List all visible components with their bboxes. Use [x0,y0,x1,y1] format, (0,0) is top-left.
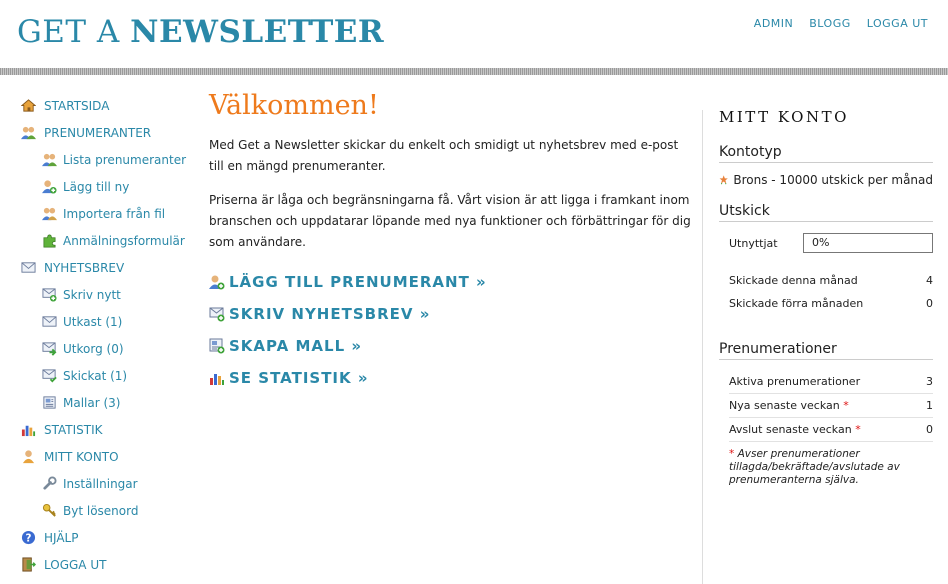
sidebar-item-logga-ut[interactable] [21,551,196,578]
write-newsletter-link[interactable] [209,298,694,330]
account-panel [719,108,933,487]
sidebar-item-importera[interactable] [21,200,196,227]
sidebar-item-label: NYHETSBREV [44,260,125,275]
sidebar-item-label: STARTSIDA [44,98,110,113]
stat-label-wrap [729,423,861,436]
action-label: SKRIV NYHETSBREV » [229,305,431,323]
sidebar-item-label: Skickat (1) [63,368,128,383]
subscriptions-heading: Prenumerationer [719,341,933,360]
sidebar-item-label: Byt lösenord [63,503,139,518]
add-subscriber-link[interactable] [209,266,694,298]
site-logo[interactable] [17,14,384,50]
stat-label: Skickade förra månaden [729,297,864,310]
top-nav [754,17,928,30]
sidebar-item-label: HJÄLP [44,530,79,545]
template-icon [42,395,57,410]
sidebar-item-lista-prenumeranter[interactable] [21,146,196,173]
send-stats [729,269,933,315]
stat-row [729,394,933,418]
usage-row [729,233,933,253]
sidebar-item-anmalningsformular[interactable] [21,227,196,254]
stat-value: 0 [926,297,933,310]
sidebar-item-label: Utkast (1) [63,314,123,329]
stat-row [729,418,933,442]
stat-row [729,269,933,292]
usage-value-box: 0% [803,233,933,253]
user-icon [21,449,36,464]
view-statistics-link[interactable] [209,362,694,394]
sidebar-item-label: STATISTIK [44,422,103,437]
footnote-text: Avser prenumerationer tillagda/bekräftade/avslutade av prenumeranterna själva. [729,448,900,486]
sidebar-item-startsida[interactable] [21,92,196,119]
asterisk-marker: * [729,448,735,460]
sidebar-item-label: PRENUMERANTER [44,125,152,140]
intro-paragraph: Med Get a Newsletter skickar du enkelt och smidigt ut nyhetsbrev med e-post till en mängd prenumeranter. [209,138,679,173]
plan-label: Brons - 10000 utskick per månad [733,172,933,187]
main-content [209,90,694,394]
users-icon [21,125,36,140]
sidebar-item-skickat[interactable] [21,362,196,389]
help-icon [21,530,36,545]
sidebar-item-hjalp[interactable] [21,524,196,551]
bar-chart-icon [209,370,225,386]
asterisk-marker: * [855,423,861,436]
sidebar-item-label: MITT KONTO [44,449,119,464]
logo-text-light: GET A [17,14,131,50]
sidebar-item-label: Lägg till ny [63,179,130,194]
envelope-new-icon [209,306,225,322]
action-label: SE STATISTIK » [229,369,369,387]
envelope-icon [21,260,36,275]
sidebar-item-nyhetsbrev[interactable] [21,254,196,281]
users-import-icon [42,206,57,221]
stat-label: Aktiva prenumerationer [729,375,861,388]
account-type-heading: Kontotyp [719,144,933,163]
sidebar-item-installningar[interactable] [21,470,196,497]
nav-logout-link[interactable]: LOGGA UT [866,17,928,30]
envelope-out-icon [42,341,57,356]
envelope-icon [42,314,57,329]
plan-info [719,172,933,187]
nav-admin-link[interactable]: ADMIN [753,17,794,30]
sidebar-item-label: Importera från fil [63,206,166,221]
bar-chart-icon [21,422,36,437]
logout-icon [21,557,36,572]
sends-heading: Utskick [719,203,933,222]
sidebar-item-statistik[interactable] [21,416,196,443]
stat-value: 1 [926,399,933,412]
header-divider [0,68,948,75]
sidebar-item-label: Mallar (3) [63,395,121,410]
stat-label: Nya senaste veckan [729,399,840,412]
svg-text:?: ? [25,532,32,545]
account-title: MITT KONTO [719,108,849,126]
sidebar-item-label: LOGGA UT [44,557,107,572]
stat-label: Avslut senaste veckan [729,423,852,436]
envelope-sent-icon [42,368,57,383]
sidebar [21,92,196,578]
create-template-link[interactable] [209,330,694,362]
sidebar-item-utkorg[interactable] [21,335,196,362]
sidebar-item-byt-losenord[interactable] [21,497,196,524]
sidebar-item-label: Skriv nytt [63,287,121,302]
vision-paragraph: Priserna är låga och begränsningarna få. Vårt vision är att ligga i framkant inom branschen och uppdatarar löpande med nya funktioner och förbättringar för dig som användare. [209,193,691,249]
star-icon [719,172,728,187]
sidebar-item-skriv-nytt[interactable] [21,281,196,308]
nav-blog-link[interactable]: BLOGG [809,17,851,30]
key-icon [42,503,57,518]
stat-row [729,292,933,315]
logo-text-bold: NEWSLETTER [130,14,385,50]
user-add-icon [209,274,225,290]
page-title: Välkommen! [209,90,379,121]
user-add-icon [42,179,57,194]
sidebar-item-mallar[interactable] [21,389,196,416]
sidebar-item-label: Inställningar [63,476,138,491]
stat-label: Skickade denna månad [729,274,858,287]
users-icon [42,152,57,167]
column-divider [702,110,703,584]
subscription-stats [729,370,933,442]
footnote [729,448,933,487]
usage-label: Utnyttjat [729,236,778,250]
sidebar-item-utkast[interactable] [21,308,196,335]
stat-value: 0 [926,423,933,436]
action-label: LÄGG TILL PRENUMERANT » [229,273,487,291]
sidebar-item-label: Utkorg (0) [63,341,124,356]
puzzle-icon [42,233,57,248]
asterisk-marker: * [843,399,849,412]
wrench-icon [42,476,57,491]
sidebar-item-mitt-konto[interactable] [21,443,196,470]
sidebar-item-prenumeranter[interactable] [21,119,196,146]
envelope-new-icon [42,287,57,302]
sidebar-item-label: Lista prenumeranter [63,152,187,167]
action-label: SKAPA MALL » [229,337,363,355]
sidebar-item-lagg-till-ny[interactable] [21,173,196,200]
sidebar-item-label: Anmälningsformulär [63,233,185,248]
stat-label-wrap [729,399,849,412]
template-add-icon [209,338,225,354]
stat-row [729,370,933,394]
home-icon [21,98,36,113]
stat-value: 4 [926,274,933,287]
stat-value: 3 [926,375,933,388]
